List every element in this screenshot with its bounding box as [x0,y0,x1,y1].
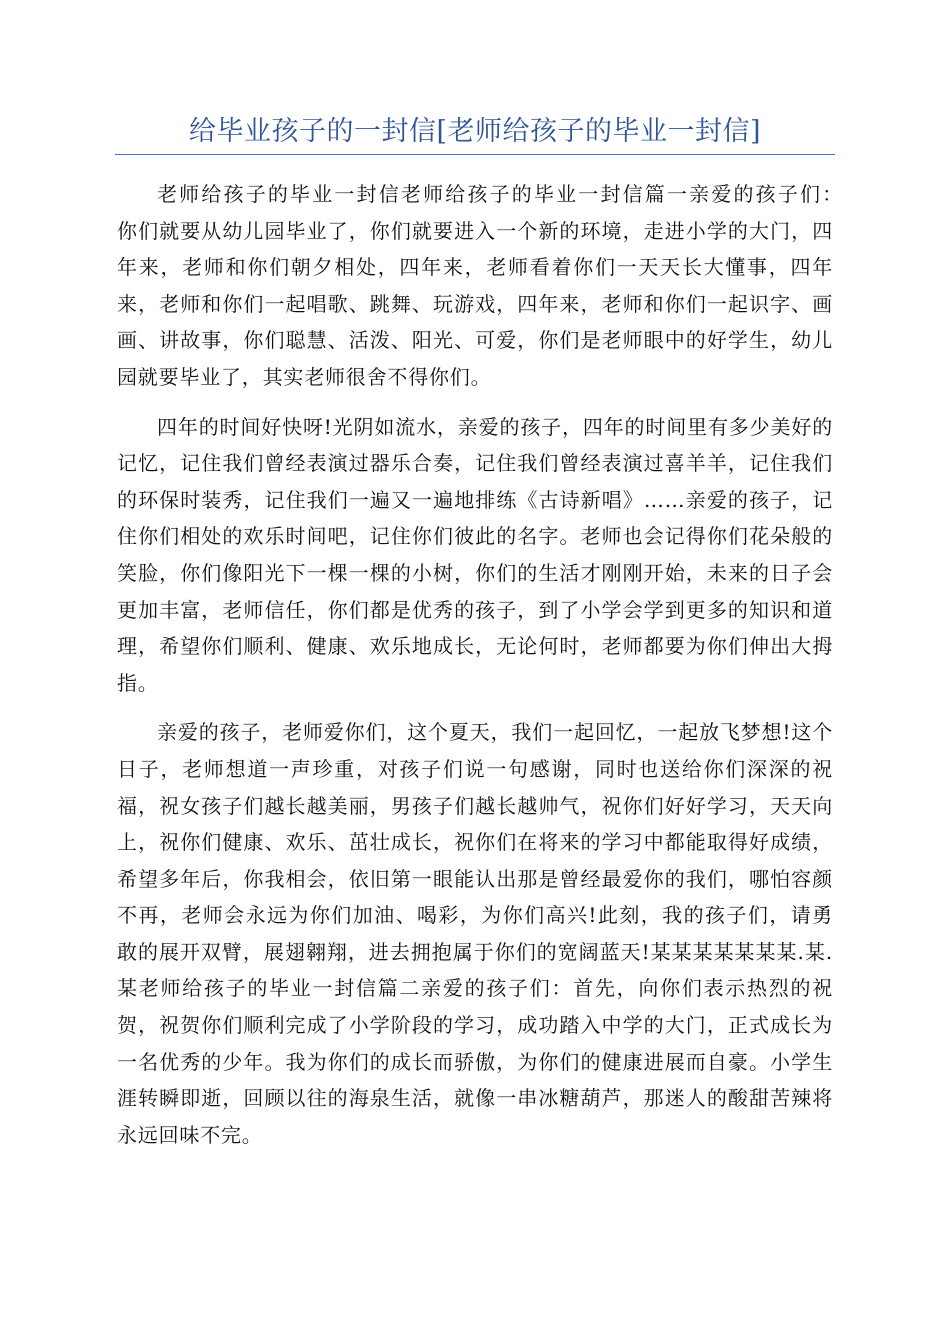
title-underline [115,154,835,155]
document-title: 给毕业孩子的一封信[老师给孩子的毕业一封信] [188,116,762,147]
paragraph-2: 四年的时间好快呀!光阴如流水，亲爱的孩子，四年的时间里有多少美好的记忆，记住我们曾经表演过器乐合奏，记住我们曾经表演过喜羊羊，记住我们的环保时装秀，记住我们一遍又一遍地排练《古诗新唱》……亲爱的孩子，记住你们相处的欢乐时间吧，记住你们彼此的名字。老师也会记得你们花朵般的笑脸，你们像阳光下一棵一棵的小树，你们的生活才刚刚开始，未来的日子会更加丰富，老师信任，你们都是优秀的孩子，到了小学会学到更多的知识和道理，希望你们顺利、健康、欢乐地成长，无论何时，老师都要为你们伸出大拇指。 [117,414,833,695]
paragraph-3: 亲爱的孩子，老师爱你们，这个夏天，我们一起回忆，一起放飞梦想!这个日子，老师想道一声珍重，对孩子们说一句感谢，同时也送给你们深深的祝福，祝女孩子们越长越美丽，男孩子们越长越帅气，祝你们好好学习，天天向上，祝你们健康、欢乐、茁壮成长，祝你们在将来的学习中都能取得好成绩，希望多年后，你我相会，依旧第一眼能认出那是曾经最爱你的我们，哪怕容颜不再，老师会永远为你们加油、喝彩，为你们高兴!此刻，我的孩子们，请勇敢的展开双臂，展翅翱翔，进去拥抱属于你们的宽阔蓝天!某某某某某某某.某.某老师给孩子的毕业一封信篇二亲爱的孩子们：首先，向你们表示热烈的祝贺，祝贺你们顺利完成了小学阶段的学习，成功踏入中学的大门，正式成长为一名优秀的少年。我为你们的成长而骄傲，为你们的健康进展而自豪。小学生涯转瞬即逝，回顾以往的海泉生活，就像一串冰糖葫芦，那迷人的酸甜苦辣将永远回味不完。 [117,720,833,1147]
document-body [117,176,854,1166]
paragraph-1: 老师给孩子的毕业一封信老师给孩子的毕业一封信篇一亲爱的孩子们： 你们就要从幼儿园毕业了，你们就要进入一个新的环境，走进小学的大门，四年来，老师和你们朝夕相处，四年来，老师看着你们一天天长大懂事，四年来，老师和你们一起唱歌、跳舞、玩游戏，四年来，老师和你们一起识字、画画、讲故事，你们聪慧、活泼、阳光、可爱，你们是老师眼中的好学生，幼儿园就要毕业了，其实老师很舍不得你们。 [117,182,854,389]
